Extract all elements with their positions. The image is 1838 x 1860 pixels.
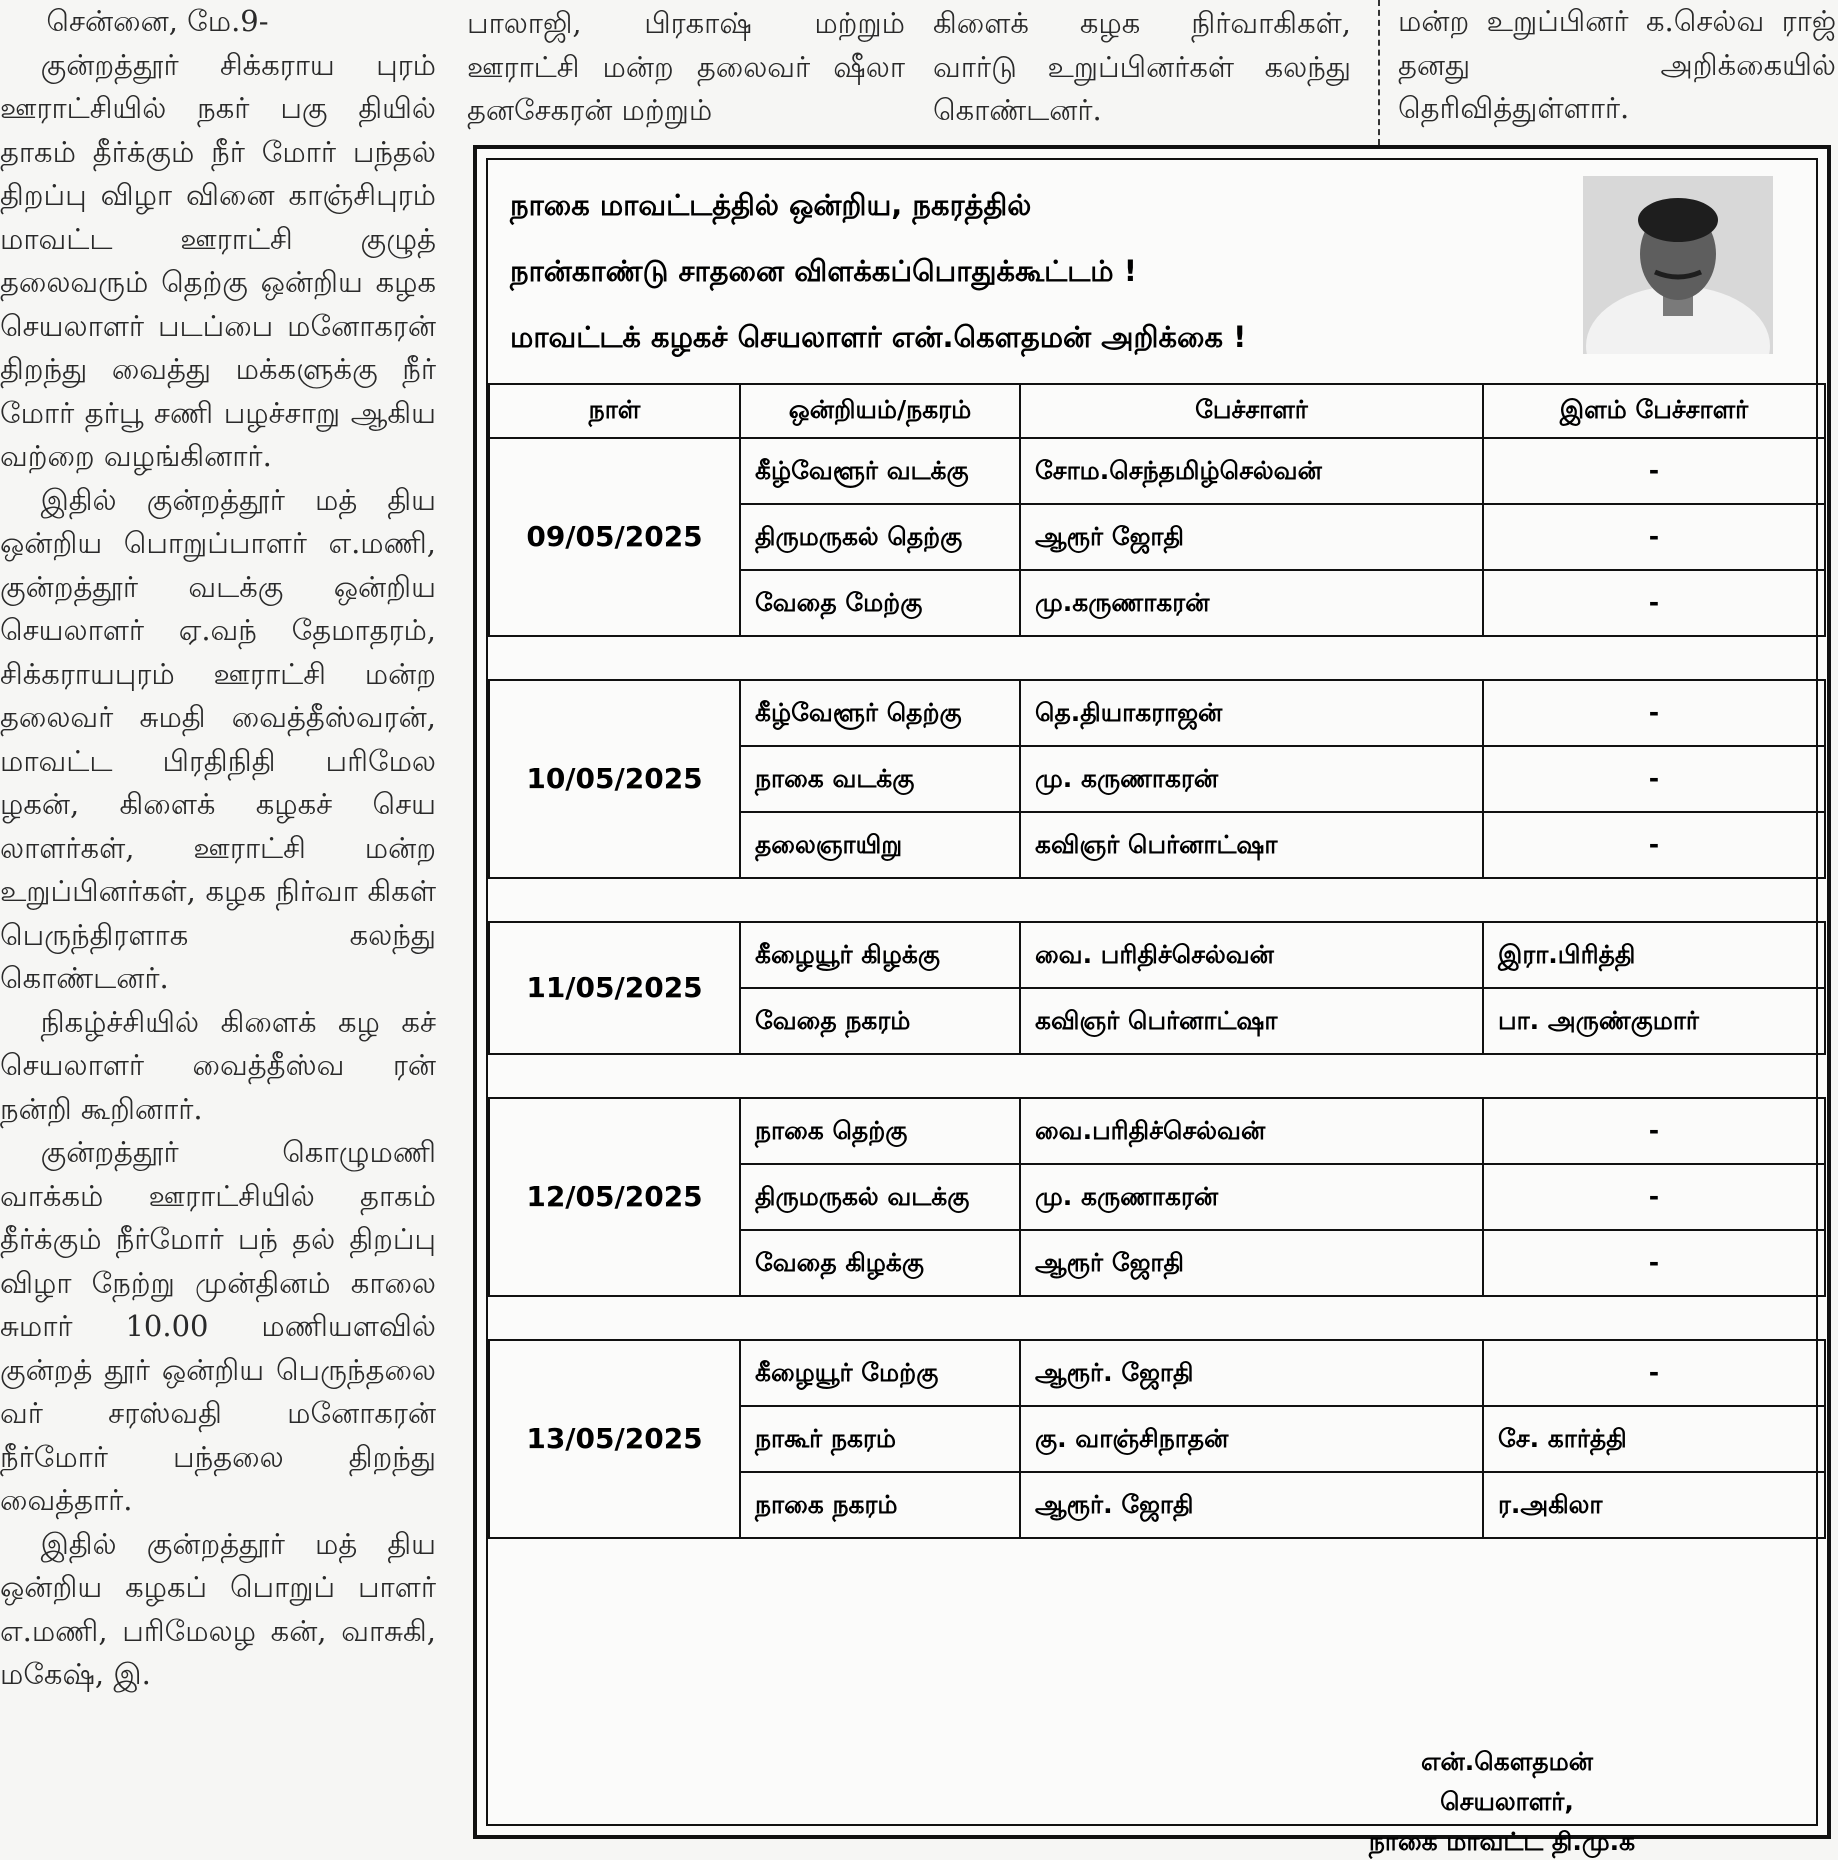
cell-speaker: வை.பரிதிச்செல்வன் bbox=[1020, 1098, 1483, 1164]
cell-young-speaker: பா. அருண்குமார் bbox=[1483, 988, 1825, 1054]
cell-speaker: கவிஞர் பெர்னாட்ஷா bbox=[1020, 988, 1483, 1054]
spacer-cell bbox=[489, 636, 1825, 680]
article-top-column-2 bbox=[933, 2, 1351, 133]
spacer-cell bbox=[489, 878, 1825, 922]
cell-young-speaker: - bbox=[1483, 504, 1825, 570]
table-row bbox=[489, 1340, 1825, 1406]
notice-heading-line-2: நான்காண்டு சாதனை விளக்கப்பொதுக்கூட்டம் ! bbox=[510, 254, 1137, 288]
cell-area: நாகை தெற்கு bbox=[740, 1098, 1020, 1164]
cell-area: வேதை கிழக்கு bbox=[740, 1230, 1020, 1296]
cell-young-speaker: - bbox=[1483, 812, 1825, 878]
cell-young-speaker: - bbox=[1483, 438, 1825, 504]
article-left-column bbox=[0, 0, 436, 1697]
header-area: ஒன்றியம்/நகரம் bbox=[740, 384, 1020, 438]
notice-heading-line-3: மாவட்டக் கழகச் செயலாளர் என்.கௌதமன் அறிக்கை ! bbox=[510, 320, 1247, 354]
article-paragraph: மன்ற உறுப்பினர் க.செல்வ ராஜ் தனது அறிக்கையில் தெரிவித்துள்ளார். bbox=[1398, 4, 1836, 125]
cell-date: 12/05/2025 bbox=[489, 1098, 740, 1296]
cell-area: நாகை வடக்கு bbox=[740, 746, 1020, 812]
cell-area: கீழ்வேளூர் வடக்கு bbox=[740, 438, 1020, 504]
cell-speaker: ஆரூர். ஜோதி bbox=[1020, 1340, 1483, 1406]
article-paragraph: குன்றத்தூர் சிக்கராய புரம் ஊராட்சியில் நகர் பகு தியில் தாகம் தீர்க்கும் நீர் மோர் பந்தல் திறப்பு விழா வினை காஞ்சிபுரம் மாவட்ட ஊராட்சி குழுத் தலைவரும் தெற்கு ஒன்றிய கழக செயலாளர் படப்பை மனோகரன் திறந்து வைத்து மக்களுக்கு நீர் மோர் தர்பூ சணி பழச்சாறு ஆகிய வற்றை வழங்கினார். bbox=[0, 47, 436, 473]
signature-title: செயலாளர், bbox=[1440, 1787, 1574, 1816]
cell-speaker: ஆரூர் ஜோதி bbox=[1020, 1230, 1483, 1296]
cell-young-speaker: - bbox=[1483, 1230, 1825, 1296]
cell-young-speaker: - bbox=[1483, 1164, 1825, 1230]
cell-young-speaker: - bbox=[1483, 570, 1825, 636]
notice-heading-line-1: நாகை மாவட்டத்தில் ஒன்றிய, நகரத்தில் bbox=[510, 188, 1032, 222]
cell-date: 11/05/2025 bbox=[489, 922, 740, 1054]
table-row bbox=[489, 922, 1825, 988]
schedule-table bbox=[488, 383, 1826, 1539]
table-row bbox=[489, 438, 1825, 504]
header-young-speaker: இளம் பேச்சாளர் bbox=[1483, 384, 1825, 438]
cell-speaker: தெ.தியாகராஜன் bbox=[1020, 680, 1483, 746]
table-spacer-row bbox=[489, 1054, 1825, 1098]
cell-young-speaker: - bbox=[1483, 680, 1825, 746]
cell-young-speaker: ர.அகிலா bbox=[1483, 1472, 1825, 1538]
cell-area: கீழையூர் மேற்கு bbox=[740, 1340, 1020, 1406]
portrait-image bbox=[1583, 176, 1773, 354]
cell-speaker: ஆரூர் ஜோதி bbox=[1020, 504, 1483, 570]
article-paragraph: பாலாஜி, பிரகாஷ் மற்றும் ஊராட்சி மன்ற தலைவர் ஷீலா தனசேகரன் மற்றும் bbox=[467, 6, 905, 127]
cell-young-speaker: - bbox=[1483, 1098, 1825, 1164]
cell-date: 10/05/2025 bbox=[489, 680, 740, 878]
table-spacer-row bbox=[489, 636, 1825, 680]
table-row bbox=[489, 1098, 1825, 1164]
cell-area: திருமருகல் வடக்கு bbox=[740, 1164, 1020, 1230]
cell-area: வேதை மேற்கு bbox=[740, 570, 1020, 636]
table-spacer-row bbox=[489, 878, 1825, 922]
table-row bbox=[489, 680, 1825, 746]
table-header-row bbox=[489, 384, 1825, 438]
cell-area: வேதை நகரம் bbox=[740, 988, 1020, 1054]
cell-speaker: மு.கருணாகரன் bbox=[1020, 570, 1483, 636]
signature-org: நாகை மாவட்ட தி.மு.க bbox=[1368, 1827, 1636, 1856]
article-paragraph: குன்றத்தூர் கொழுமணி வாக்கம் ஊராட்சியில் தாகம் தீர்க்கும் நீர்மோர் பந் தல் திறப்பு விழா நேற்று முன்தினம் காலை சுமார் 10.00 மணியளவில் குன்றத் தூர் ஒன்றிய பெருந்தலை வர் சரஸ்வதி மனோகரன் நீர்மோர் பந்தலை திறந்து வைத்தார். bbox=[0, 1135, 436, 1517]
article-paragraph: இதில் குன்றத்தூர் மத் திய ஒன்றிய பொறுப்பாளர் எ.மணி, குன்றத்தூர் வடக்கு ஒன்றிய செயலாளர் ஏ.வந் தேமாதரம், சிக்கராயபுரம் ஊராட்சி மன்ற தலைவர் சுமதி வைத்தீஸ்வரன், மாவட்ட பிரதிநிதி பரிமேல ழகன், கிளைக் கழகச் செய லாளர்கள், ஊராட்சி மன்ற உறுப்பினர்கள், கழக நிர்வா கிகள் பெருந்திரளாக கலந்து கொண்டனர். bbox=[0, 482, 436, 995]
signature-name: என்.கௌதமன் bbox=[1421, 1747, 1593, 1776]
table-spacer-row bbox=[489, 1296, 1825, 1340]
dateline: சென்னை, மே.9- bbox=[46, 4, 269, 38]
cell-date: 13/05/2025 bbox=[489, 1340, 740, 1538]
secretary-portrait-photo bbox=[1583, 176, 1773, 354]
header-date: நாள் bbox=[489, 384, 740, 438]
article-top-column-3 bbox=[1398, 0, 1836, 131]
cell-date: 09/05/2025 bbox=[489, 438, 740, 636]
cell-speaker: வை. பரிதிச்செல்வன் bbox=[1020, 922, 1483, 988]
cell-young-speaker: - bbox=[1483, 746, 1825, 812]
header-speaker: பேச்சாளர் bbox=[1020, 384, 1483, 438]
cell-area: கீழையூர் கிழக்கு bbox=[740, 922, 1020, 988]
notice-inner-frame bbox=[486, 158, 1818, 1826]
cell-area: நாகூர் நகரம் bbox=[740, 1406, 1020, 1472]
cell-area: திருமருகல் தெற்கு bbox=[740, 504, 1020, 570]
cell-speaker: மு. கருணாகரன் bbox=[1020, 1164, 1483, 1230]
cell-area: நாகை நகரம் bbox=[740, 1472, 1020, 1538]
cell-young-speaker: சே. கார்த்தி bbox=[1483, 1406, 1825, 1472]
article-paragraph: கிளைக் கழக நிர்வாகிகள், வார்டு உறுப்பினர்கள் கலந்து கொண்டனர். bbox=[933, 6, 1351, 127]
cell-speaker: ஆரூர். ஜோதி bbox=[1020, 1472, 1483, 1538]
meeting-notice-box bbox=[473, 145, 1831, 1856]
article-top-column-1 bbox=[467, 2, 905, 133]
cell-speaker: மு. கருணாகரன் bbox=[1020, 746, 1483, 812]
article-paragraph: இதில் குன்றத்தூர் மத் திய ஒன்றிய கழகப் பொறுப் பாளர் எ.மணி, பரிமேலழ கன், வாசுகி, மகேஷ், இ. bbox=[0, 1526, 436, 1691]
cell-young-speaker: இரா.பிரித்தி bbox=[1483, 922, 1825, 988]
cell-area: கீழ்வேளூர் தெற்கு bbox=[740, 680, 1020, 746]
article-paragraph: நிகழ்ச்சியில் கிளைக் கழ கச் செயலாளர் வைத்தீஸ்வ ரன் நன்றி கூறினார். bbox=[0, 1004, 436, 1126]
cell-speaker: கு. வாஞ்சிநாதன் bbox=[1020, 1406, 1483, 1472]
spacer-cell bbox=[489, 1296, 1825, 1340]
cell-speaker: கவிஞர் பெர்னாட்ஷா bbox=[1020, 812, 1483, 878]
spacer-cell bbox=[489, 1054, 1825, 1098]
cell-area: தலைஞாயிறு bbox=[740, 812, 1020, 878]
cell-young-speaker: - bbox=[1483, 1340, 1825, 1406]
cell-speaker: சோம.செந்தமிழ்செல்வன் bbox=[1020, 438, 1483, 504]
column-divider bbox=[1378, 0, 1380, 145]
